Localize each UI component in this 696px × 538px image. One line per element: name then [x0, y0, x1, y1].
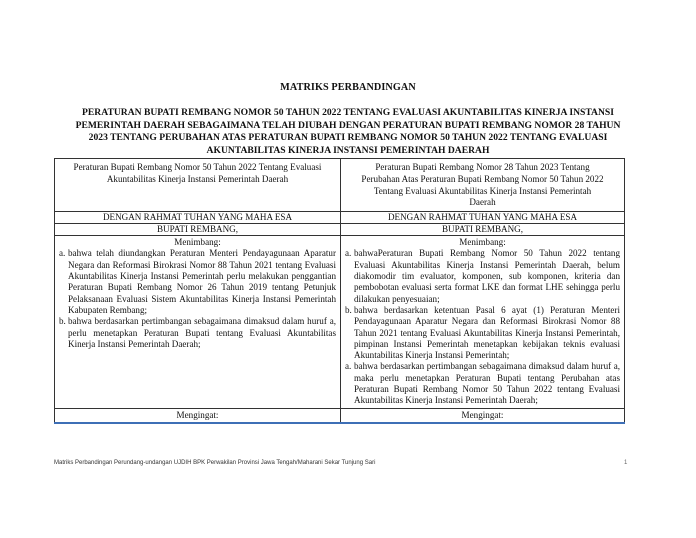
right-bupati: BUPATI REMBANG, — [341, 224, 625, 236]
subtitle-line: PEMERINTAH DAERAH SEBAGAIMANA TELAH DIUBAH DENGAN PERATURAN BUPATI REMBANG NOMOR 28 TAHUN — [75, 119, 621, 131]
header-line: Akuntabilitas Kinerja Instansi Pemerintah Daerah — [106, 173, 289, 184]
table-row — [55, 408, 625, 423]
menimbang-label: Menimbang: — [174, 237, 221, 248]
right-regulation-header — [341, 159, 625, 212]
left-regulation-header — [55, 159, 341, 212]
comparison-table — [54, 158, 625, 424]
page-footer: Matriks Perbandingan Perundang-undangan UJDIH BPK Perwakilan Provinsi Jawa Tengah/Maharani Sekar Tunjung Sari — [54, 460, 376, 466]
item-text: bahwa berdasarkan pertimbangan sebagaimana dimaksud dalam huruf a, perlu menetapkan Peraturan Bupati tentang Evaluasi Akuntabilitas Kinerja Instansi Pemerintah Daerah; — [68, 316, 336, 349]
header-line: Tentang Evaluasi Akuntabilitas Kinerja Instansi Pemerintah — [373, 185, 592, 196]
item-text: bahwa berdasarkan ketentuan Pasal 6 ayat (1) Peraturan Menteri Pendayagunaan Aparatur Negara dan Reformasi Birokrasi Nomor 88 Tahun 2021 tentang Evaluasi Akuntabilitas Kinerja Instansi Pemerintah, pimpinan Instansi Pemerintah menetapkan kebijakan teknis evaluasi Akuntabilitas Kinerja Instansi Pemerintah; — [354, 304, 620, 361]
header-line: Perubahan Atas Peraturan Bupati Rembang Nomor 50 Tahun 2022 — [361, 173, 604, 184]
page-number: 1 — [624, 460, 628, 466]
item-text: bahwa telah diundangkan Peraturan Menteri Pendayagunaan Aparatur Negara dan Reformasi Birokrasi Nomor 88 Tahun 2021 tentang Evaluasi Akuntabilitas Kinerja Instansi Pemerintah perlu melakukan penggantian Peraturan Bupati Rembang Nomor 26 Tahun 2019 tentang Petunjuk Pelaksanaan Evaluasi Sistem Akuntabilitas Kinerja Instansi Pemerintah Kabupaten Rembang; — [68, 248, 336, 315]
left-menimbang-cell — [55, 236, 341, 408]
subtitle-line: PERATURAN BUPATI REMBANG NOMOR 50 TAHUN 2022 TENTANG EVALUASI AKUNTABILITAS KINERJA INSTANSI — [82, 107, 614, 118]
left-rahmat: DENGAN RAHMAT TUHAN YANG MAHA ESA — [55, 212, 341, 224]
item-text: bahwa berdasarkan pertimbangan sebagaimana dimaksud dalam huruf a, maka perlu menetapkan Peraturan Bupati tentang Perubahan atas Peraturan Bupati Rembang Nomor 50 Tahun 2022 tentang Evaluasi Akuntabilitas Kinerja Instansi Pemerintah Daerah; — [354, 361, 620, 406]
list-item — [345, 305, 620, 361]
table-row — [55, 236, 625, 408]
right-rahmat: DENGAN RAHMAT TUHAN YANG MAHA ESA — [341, 212, 625, 224]
table-header-row — [55, 159, 625, 212]
item-marker: b. — [59, 316, 66, 327]
list-item — [59, 316, 336, 350]
right-mengingat: Mengingat: — [341, 408, 625, 423]
document-subtitle — [60, 107, 636, 157]
item-text: bahwaPeraturan Bupati Rembang Nomor 50 Tahun 2022 tentang Evaluasi Akuntabilitas Kinerja Instansi Pemerintah Daerah, belum diakomodir tim evaluator, komponen, sub komponen, kriteria dan pembobotan evaluasi serta format LKE dan format LHE sehingga perlu dilakukan penyesuaian; — [354, 248, 620, 304]
document-title: MATRIKS PERBANDINGAN — [280, 82, 416, 93]
item-marker: a. — [59, 248, 66, 259]
list-item — [345, 248, 620, 304]
header-line: Peraturan Bupati Rembang Nomor 28 Tahun 2023 Tentang — [375, 162, 590, 172]
left-mengingat: Mengingat: — [55, 408, 341, 423]
list-item — [59, 248, 336, 316]
list-item — [345, 361, 620, 406]
table-row — [55, 224, 625, 236]
left-bupati: BUPATI REMBANG, — [55, 224, 341, 236]
item-marker: a. — [345, 361, 352, 372]
item-marker: b. — [345, 304, 352, 315]
subtitle-line: 2023 TENTANG PERUBAHAN ATAS PERATURAN BUPATI REMBANG NOMOR 50 TAHUN 2022 TENTANG EVALUASI — [88, 132, 608, 144]
right-menimbang-cell — [341, 236, 625, 408]
table-row — [55, 212, 625, 224]
menimbang-label: Menimbang: — [459, 237, 506, 248]
subtitle-line: AKUNTABILITAS KINERJA INSTANSI PEMERINTAH DAERAH — [206, 144, 490, 156]
item-marker: a. — [345, 248, 352, 259]
header-line: Peraturan Bupati Rembang Nomor 50 Tahun 2022 Tentang Evaluasi — [73, 162, 322, 172]
header-line: Daerah — [469, 197, 496, 208]
